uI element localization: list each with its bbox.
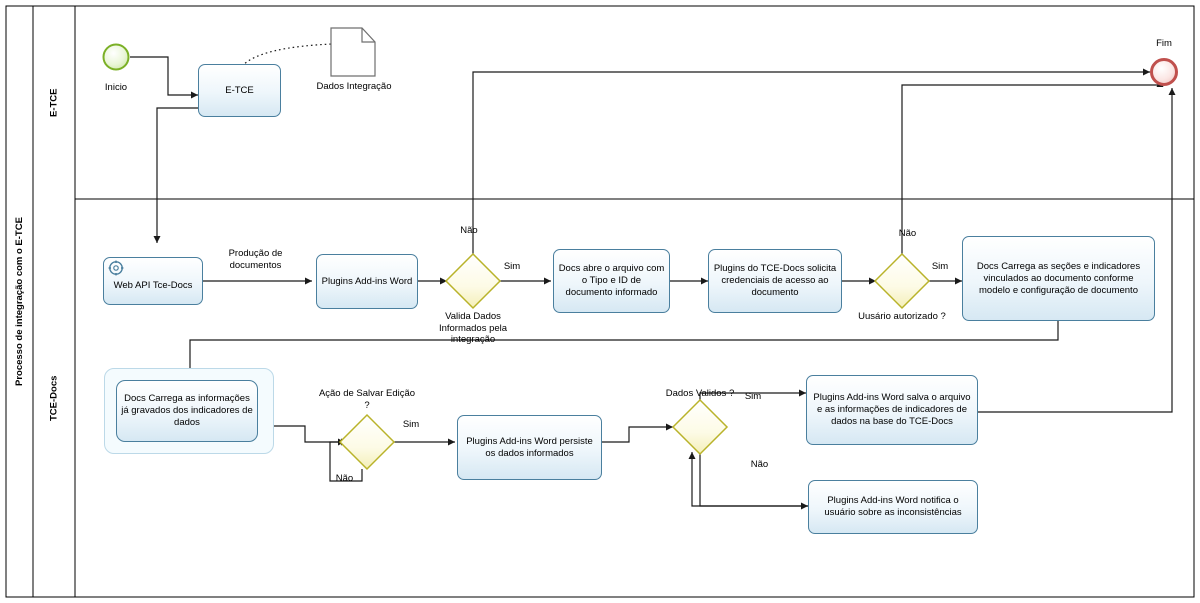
flow-label-salvar-nao: Não xyxy=(335,473,354,484)
gateway-usuario-autorizado-label: Uusário autorizado ? xyxy=(858,311,946,322)
task-etce[interactable]: E-TCE xyxy=(198,64,281,117)
flow-label-producao-documentos: Produção de documentos xyxy=(228,248,283,271)
flow-label-salvar-sim: Sim xyxy=(402,419,420,430)
task-plugins-add-ins-word[interactable]: Plugins Add-ins Word xyxy=(316,254,418,309)
task-web-api-tce-docs[interactable]: Web API Tce-Docs xyxy=(103,257,203,305)
flow-label-autorizado-nao: Não xyxy=(898,228,917,239)
task-plugins-notifica-usuario[interactable]: Plugins Add-ins Word notifica o usuário sobre as inconsistências xyxy=(808,480,978,534)
lane-title-tcedocs: TCE-Docs xyxy=(48,375,60,421)
task-docs-abre-arquivo[interactable]: Docs abre o arquivo com o Tipo e ID de documento informado xyxy=(553,249,670,313)
gateway-acao-de-salvar-label: Ação de Salvar Edição ? xyxy=(318,388,416,411)
start-event-label: Inicio xyxy=(104,82,128,93)
service-gear-icon xyxy=(108,260,124,276)
gateway-dados-validos-label: Dados Validos ? xyxy=(665,388,735,399)
flow-label-validos-nao: Não xyxy=(750,459,769,470)
gateway-valida-dados-label: Valida Dados Informados pela integração xyxy=(438,311,508,345)
flow-label-valida-sim: Sim xyxy=(503,261,521,272)
task-plugins-persiste-dados[interactable]: Plugins Add-ins Word persiste os dados informados xyxy=(457,415,602,480)
flow-label-valida-nao: Não xyxy=(460,225,478,236)
task-docs-carrega-secoes[interactable]: Docs Carrega as seções e indicadores vinculados ao documento conforme modelo e configuração de documento xyxy=(962,236,1155,321)
task-plugins-salva-arquivo[interactable]: Plugins Add-ins Word salva o arquivo e as informações de indicadores de dados na base do TCE-Docs xyxy=(806,375,978,445)
flow-label-autorizado-sim: Sim xyxy=(931,261,949,272)
flow-label-validos-sim: Sim xyxy=(744,391,762,402)
task-docs-carrega-informacoes[interactable]: Docs Carrega as informações já gravados dos indicadores de dados xyxy=(116,380,258,442)
lane-title-etce: E-TCE xyxy=(48,88,60,117)
end-event-label: Fim xyxy=(1156,38,1172,49)
data-object-label: Dados Integração xyxy=(316,81,392,92)
pool-title: Processo de integração com o E-TCE xyxy=(14,217,25,386)
task-plugins-solicita-credenciais[interactable]: Plugins do TCE-Docs solicita credenciais de acesso ao documento xyxy=(708,249,842,313)
